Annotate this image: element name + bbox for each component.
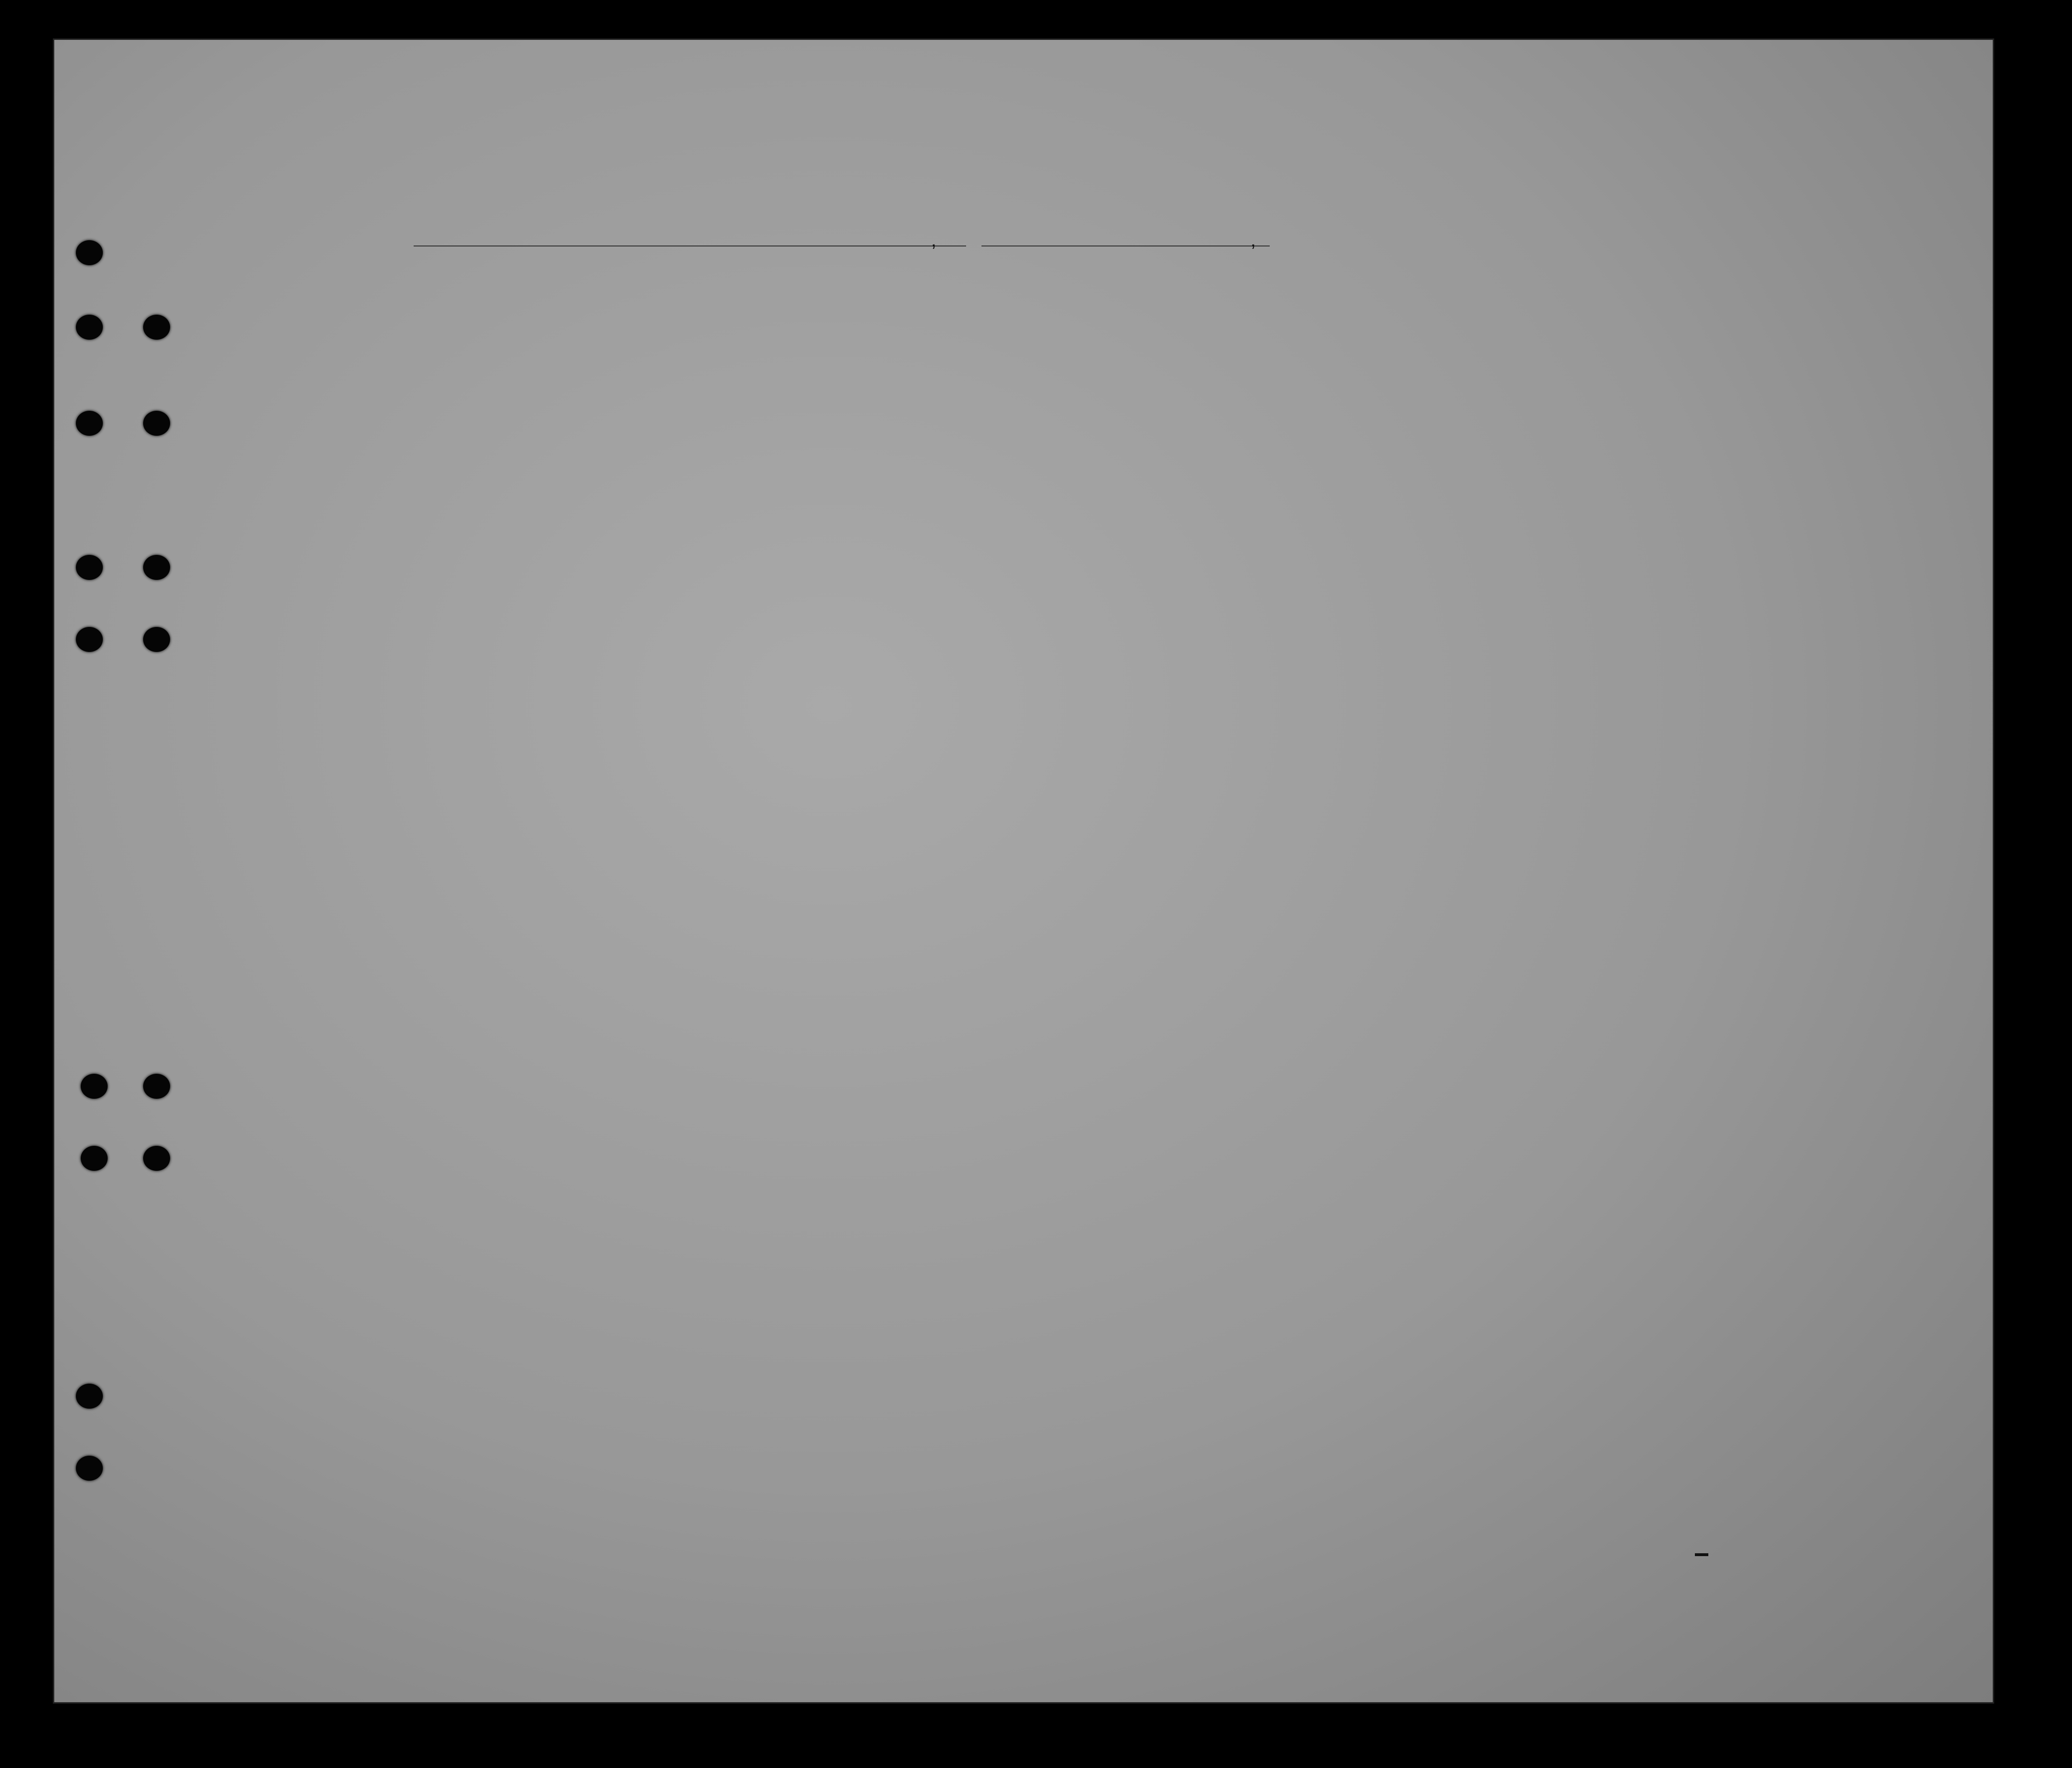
binder-hole (143, 1074, 170, 1099)
binder-hole (143, 627, 170, 652)
form-grid (54, 40, 1993, 1702)
manifest-sheet (53, 38, 1994, 1704)
binder-hole (76, 555, 103, 580)
binder-hole (76, 315, 103, 340)
binder-hole (76, 1456, 103, 1481)
binder-hole (143, 411, 170, 436)
binder-hole (76, 627, 103, 652)
binder-hole (143, 555, 170, 580)
binder-hole (76, 1384, 103, 1409)
date-comma: , (931, 230, 937, 251)
binder-hole (76, 411, 103, 436)
binder-hole (143, 1146, 170, 1171)
date-comma-2: , (1251, 230, 1256, 251)
binder-hole (81, 1074, 108, 1099)
binder-hole (76, 240, 103, 265)
binder-hole (143, 315, 170, 340)
inspector-stamp (1695, 1553, 1708, 1556)
binder-hole (81, 1146, 108, 1171)
